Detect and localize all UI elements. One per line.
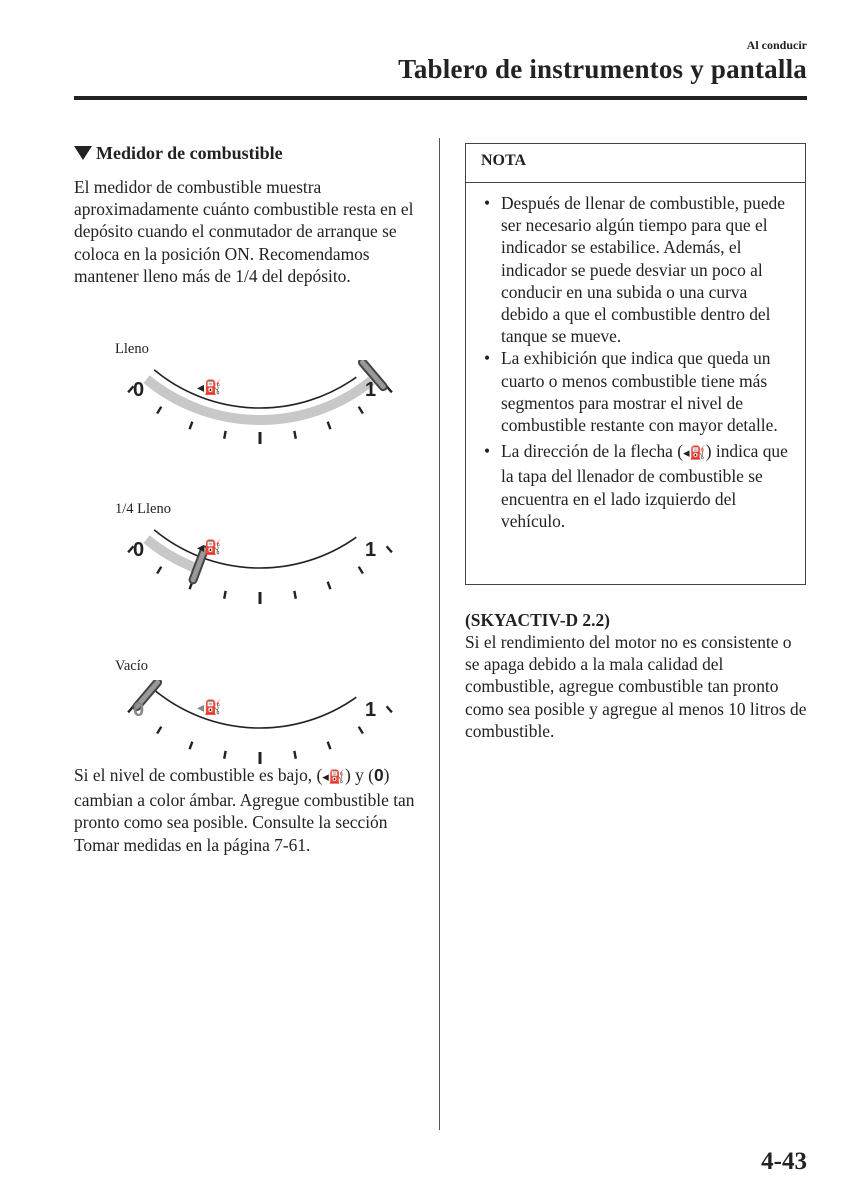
intro-paragraph: El medidor de combustible muestra aproximadamente cuánto combustible resta en el depósito cuando el conmutador de arranque se coloca en la posición ON. Recomendamos mantener lleno más de 1/4 del depósito. bbox=[74, 177, 414, 286]
fuel-door-arrow-icon: ◂⛽ bbox=[683, 446, 706, 462]
bullet: • bbox=[484, 441, 491, 462]
gauge-tick bbox=[359, 727, 363, 734]
header-rule bbox=[74, 96, 807, 100]
page-title: Tablero de instrumentos y pantalla bbox=[398, 54, 807, 84]
fuel-gauge-quarter bbox=[125, 520, 395, 620]
skyactiv-paragraph: Si el rendimiento del motor no es consistente o se apaga debido a la mala calidad del combustible, agregue combustible tan pronto como sea posible y agregue al menos 10 litros de combustible. bbox=[465, 632, 807, 741]
gauge-tick bbox=[224, 751, 225, 759]
note-list bbox=[478, 192, 796, 532]
gauge-fill-band bbox=[147, 539, 196, 568]
gauge-one-label: 1 bbox=[365, 539, 377, 561]
gauge-tick bbox=[224, 431, 225, 439]
gauge-tick bbox=[157, 407, 161, 414]
sub-heading bbox=[74, 142, 419, 164]
gauge-one-label: 1 bbox=[365, 379, 377, 401]
note-item-text: Después de llenar de combustible, puede ser necesario algún tiempo para que el indicador se estabilice. Además, el indicador se puede desviar un poco al conducir en una subida o una curva debido a que el combustible dentro del tanque se mueve. bbox=[501, 193, 785, 347]
gauge-tick bbox=[328, 422, 331, 429]
note-item bbox=[478, 192, 796, 347]
fuel-door-arrow-icon: ◂⛽ bbox=[322, 770, 345, 785]
note-item bbox=[478, 440, 796, 532]
gauge-label-quarter: 1/4 Lleno bbox=[115, 501, 171, 517]
note-rule bbox=[466, 182, 805, 183]
bullet: • bbox=[484, 348, 491, 369]
note-item-text-1: La dirección de la flecha ( bbox=[501, 441, 684, 462]
column-divider bbox=[439, 138, 440, 1130]
gauge-label-empty: Vacío bbox=[115, 658, 149, 674]
fuel-gauge-full bbox=[125, 360, 395, 460]
gauge-label-full: Lleno bbox=[115, 341, 149, 357]
page-number: 4-43 bbox=[761, 1148, 807, 1175]
low-fuel-text-2: ) y ( bbox=[344, 765, 374, 785]
gauge-fill-band bbox=[147, 379, 372, 420]
low-fuel-text-1: Si el nivel de combustible es bajo, ( bbox=[74, 765, 323, 785]
gauge-tick bbox=[190, 422, 193, 429]
gauge-tick bbox=[157, 567, 161, 574]
note-box bbox=[465, 143, 806, 585]
skyactiv-heading: (SKYACTIV-D 2.2) bbox=[465, 610, 610, 630]
gauge-tick bbox=[190, 742, 193, 749]
gauge-inner-arc bbox=[154, 690, 356, 728]
gauge-zero-label: 0 bbox=[133, 699, 145, 721]
gauge-tick bbox=[359, 567, 363, 574]
gauge-tick bbox=[359, 407, 363, 414]
note-item-text: La exhibición que indica que queda un cuarto o menos combustible tiene más segmentos para mostrar el nivel de combustible restante con mayor detalle. bbox=[501, 348, 778, 436]
fuel-pump-icon: ◂⛽ bbox=[197, 540, 222, 556]
bullet: • bbox=[484, 193, 491, 213]
low-fuel-paragraph bbox=[74, 764, 419, 856]
gauge-tick bbox=[294, 431, 295, 439]
note-title: NOTA bbox=[481, 152, 527, 169]
gauge-tick bbox=[328, 742, 331, 749]
note-item bbox=[478, 347, 796, 436]
gauge-tick bbox=[328, 582, 331, 589]
section-label: Al conducir bbox=[746, 38, 807, 52]
gauge-tick bbox=[294, 591, 295, 599]
fuel-pump-icon: ◂⛽ bbox=[197, 700, 222, 716]
gauge-tick bbox=[387, 546, 392, 552]
sub-heading-text: Medidor de combustible bbox=[96, 143, 283, 163]
fuel-pump-icon: ◂⛽ bbox=[197, 380, 222, 396]
gauge-zero-label: 0 bbox=[133, 539, 145, 561]
gauge-zero-label: 0 bbox=[133, 379, 145, 401]
zero-symbol: 0 bbox=[373, 765, 384, 785]
gauge-tick bbox=[294, 751, 295, 759]
gauge-tick bbox=[387, 706, 392, 712]
gauge-one-label: 1 bbox=[365, 699, 377, 721]
note-item-text-2: ) indica que la tapa del llenador de combustible se encuentra en el lado izquierdo del vehículo. bbox=[501, 441, 788, 531]
triangle-marker-icon bbox=[74, 146, 92, 160]
gauge-tick bbox=[157, 727, 161, 734]
gauge-tick bbox=[224, 591, 225, 599]
low-fuel-text-3: ) cambian a color ámbar. Agregue combustible tan pronto como sea posible. Consulte la sección Tomar medidas en la página 7-61. bbox=[74, 765, 415, 855]
